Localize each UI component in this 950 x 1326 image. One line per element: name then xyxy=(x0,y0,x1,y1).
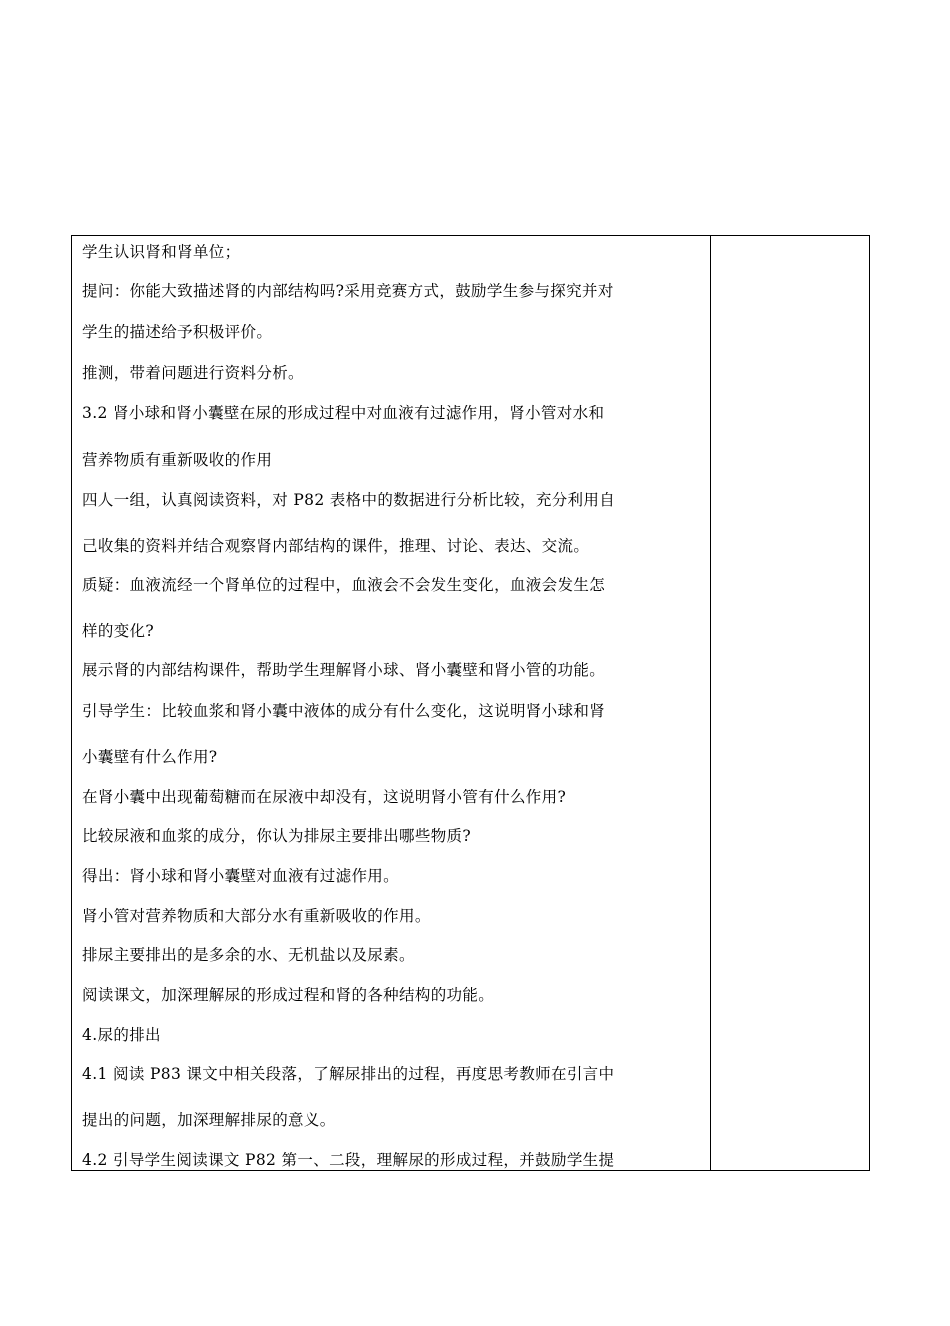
text-line: 在肾小囊中出现葡萄糖而在尿液中却没有，这说明肾小管有什么作用? xyxy=(82,788,567,806)
text-line: 营养物质有重新吸收的作用 xyxy=(82,451,273,469)
text-line: 样的变化? xyxy=(82,622,155,640)
text-line: 四人一组，认真阅读资料，对 P82 表格中的数据进行分析比较，充分利用自 xyxy=(82,491,616,509)
notes-cell xyxy=(711,236,869,1170)
text-line: 排尿主要排出的是多余的水、无机盐以及尿素。 xyxy=(82,946,415,964)
text-line: 展示肾的内部结构课件，帮助学生理解肾小球、肾小囊壁和肾小管的功能。 xyxy=(82,661,606,679)
text-line: 小囊壁有什么作用? xyxy=(82,748,218,766)
text-line: 4.2 引导学生阅读课文 P82 第一、二段，理解尿的形成过程，并鼓励学生提 xyxy=(82,1151,615,1169)
text-line: 得出：肾小球和肾小囊壁对血液有过滤作用。 xyxy=(82,867,400,885)
text-line: 4.1 阅读 P83 课文中相关段落，了解尿排出的过程，再度思考教师在引言中 xyxy=(82,1065,615,1083)
text-line: 引导学生：比较血浆和肾小囊中液体的成分有什么变化，这说明肾小球和肾 xyxy=(82,702,606,720)
text-line: 质疑：血液流经一个肾单位的过程中，血液会不会发生变化，血液会发生怎 xyxy=(82,576,606,594)
text-line: 3.2 肾小球和肾小囊壁在尿的形成过程中对血液有过滤作用，肾小管对水和 xyxy=(82,404,605,422)
content-cell xyxy=(72,236,710,1170)
text-line: 提出的问题，加深理解排尿的意义。 xyxy=(82,1111,336,1129)
text-line: 比较尿液和血浆的成分，你认为排尿主要排出哪些物质? xyxy=(82,827,472,845)
text-line: 阅读课文，加深理解尿的形成过程和肾的各种结构的功能。 xyxy=(82,986,495,1004)
text-line: 推测，带着问题进行资料分析。 xyxy=(82,364,304,382)
text-line: 提问：你能大致描述肾的内部结构吗?采用竞赛方式，鼓励学生参与探究并对 xyxy=(82,282,614,300)
text-line: 学生的描述给予积极评价。 xyxy=(82,323,273,341)
text-line: 4.尿的排出 xyxy=(82,1026,161,1044)
lesson-table xyxy=(71,235,870,1171)
text-line: 肾小管对营养物质和大部分水有重新吸收的作用。 xyxy=(82,907,431,925)
text-line: 学生认识肾和肾单位； xyxy=(82,243,241,261)
text-line: 己收集的资料并结合观察肾内部结构的课件，推理、讨论、表达、交流。 xyxy=(82,537,590,555)
